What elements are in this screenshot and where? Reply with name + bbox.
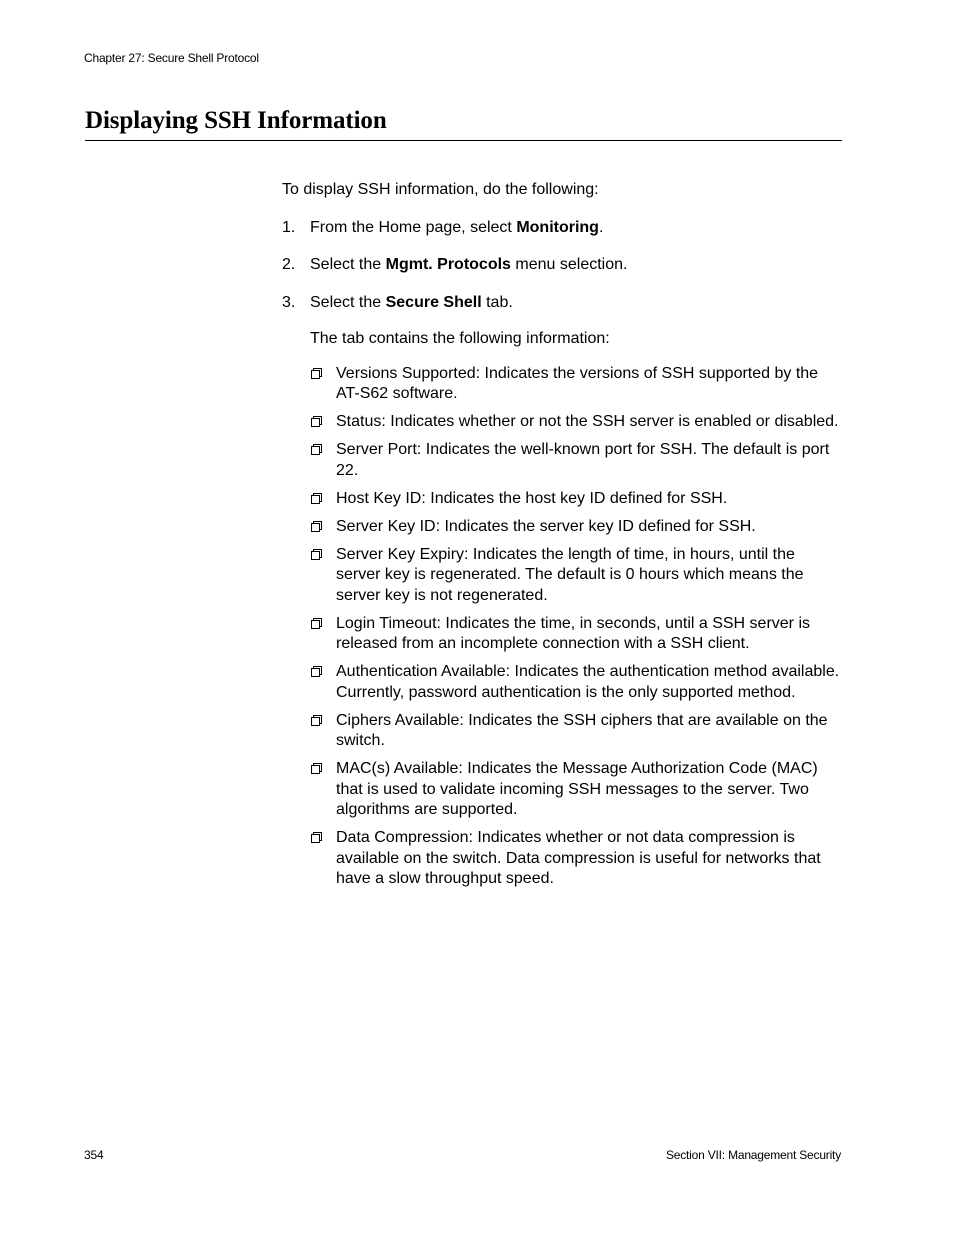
tab-info-text: The tab contains the following information: [310, 330, 610, 347]
step-text [310, 218, 603, 239]
list-item [310, 614, 842, 655]
step-text [310, 255, 627, 276]
list-item-text: Data Compression: Indicates whether or not data compression is available on the switch. Data compression is useful for networks that have a slow throughput speed. [336, 829, 821, 887]
step-number: 3. [282, 293, 296, 311]
step-number: 1. [282, 218, 296, 236]
checkbox-square-icon [311, 832, 322, 843]
list-item-text: Status: Indicates whether or not the SSH server is enabled or disabled. [336, 413, 839, 430]
list-item-text: MAC(s) Available: Indicates the Message Authorization Code (MAC) that is used to validate incoming SSH messages to the server. Two algorithms are supported. [336, 760, 818, 818]
list-item-text: Login Timeout: Indicates the time, in seconds, until a SSH server is released from an incomplete connection with a SSH client. [336, 614, 811, 652]
step-number: 2. [282, 256, 296, 273]
section-title: Displaying SSH Information [85, 107, 387, 134]
checkbox-square-icon [311, 715, 322, 726]
checkbox-square-icon [311, 666, 322, 677]
checkbox-square-icon [311, 521, 322, 532]
information-list [310, 364, 842, 890]
intro-text: To display SSH information, do the following: [282, 181, 599, 198]
list-item [310, 489, 842, 510]
step-text-before: Select the [310, 293, 386, 311]
page-number: 354 [84, 1148, 104, 1162]
step-text-after: tab. [481, 293, 513, 311]
title-rule [85, 140, 842, 141]
list-item-text: Server Key ID: Indicates the server key ID defined for SSH. [336, 517, 756, 535]
list-item [310, 517, 842, 538]
checkbox-square-icon [311, 368, 322, 379]
running-footer: Section VII: Management Security [665, 1148, 841, 1162]
list-item-text: Authentication Available: Indicates the authentication method available. Currently, password authentication is the only supported method. [336, 663, 840, 701]
checkbox-square-icon [311, 618, 322, 629]
step-tab-name: Secure Shell [385, 293, 482, 311]
list-item [310, 440, 842, 481]
main-content [282, 180, 842, 897]
list-item [310, 759, 842, 821]
checkbox-square-icon [311, 416, 322, 427]
step-1 [282, 218, 842, 239]
list-item-text: Versions Supported: Indicates the versions of SSH supported by the AT-S62 software. [336, 364, 819, 402]
step-text-before: From the Home page, select [310, 218, 517, 236]
step-text-before: Select the [310, 256, 386, 273]
step-text [310, 293, 513, 314]
list-item [310, 828, 842, 890]
list-item [310, 364, 842, 405]
step-2 [282, 255, 842, 276]
checkbox-square-icon [311, 444, 322, 455]
list-item-text: Host Key ID: Indicates the host key ID defined for SSH. [336, 489, 728, 507]
list-item [310, 711, 842, 752]
step-3 [282, 293, 842, 314]
list-item-text: Server Port: Indicates the well-known port for SSH. The default is port 22. [336, 441, 830, 479]
step-text-after: menu selection. [510, 256, 628, 273]
checkbox-square-icon [311, 763, 322, 774]
running-header: Chapter 27: Secure Shell Protocol [84, 51, 259, 65]
step-menu-name: Mgmt. Protocols [385, 256, 511, 273]
list-item [310, 545, 842, 607]
list-item-text: Ciphers Available: Indicates the SSH ciphers that are available on the switch. [336, 711, 828, 749]
step-menu-name: Monitoring [516, 218, 599, 236]
list-item [310, 412, 842, 433]
checkbox-square-icon [311, 493, 322, 504]
checkbox-square-icon [311, 549, 322, 560]
list-item-text: Server Key Expiry: Indicates the length of time, in hours, until the server key is regenerated. The default is 0 hours which means the server key is not regenerated. [336, 545, 804, 604]
list-item [310, 662, 842, 703]
step-text-after: . [598, 218, 604, 236]
